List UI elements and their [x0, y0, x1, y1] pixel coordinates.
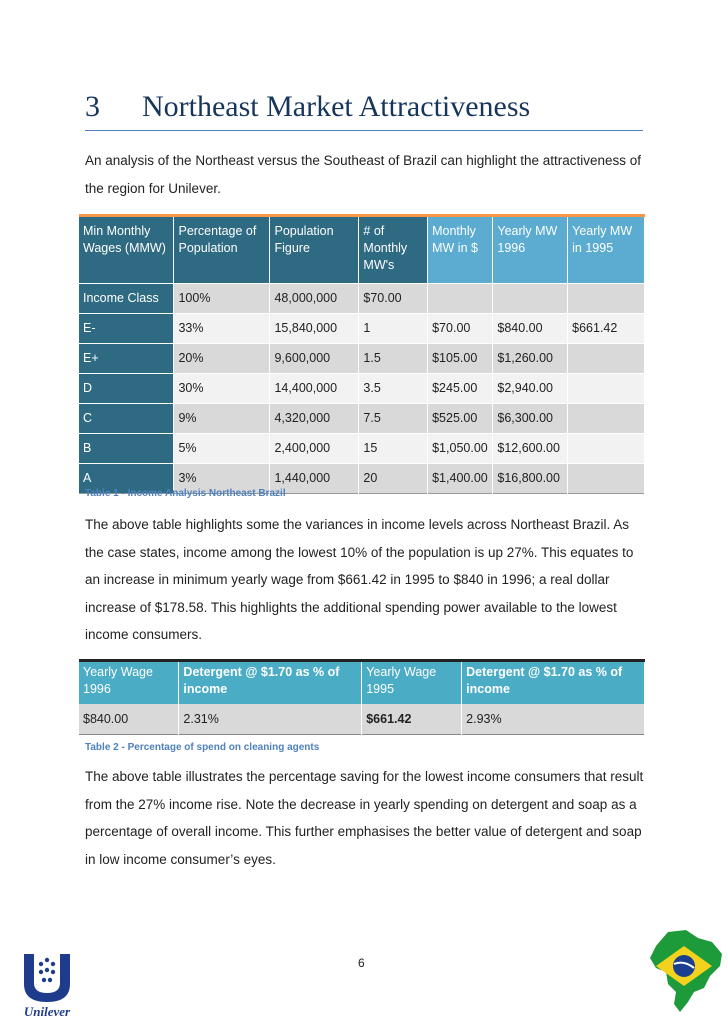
- table-cell: 15: [359, 434, 428, 464]
- table-header-cell: Yearly Wage 1996: [79, 661, 179, 705]
- table-cell: $2,940.00: [493, 374, 568, 404]
- section-title: Northeast Market Attractiveness: [142, 90, 531, 123]
- table-row: [79, 404, 645, 434]
- table-cell: [568, 374, 645, 404]
- table-cell: 20: [359, 464, 428, 494]
- table-row: [79, 704, 645, 735]
- table-cell: $6,300.00: [493, 404, 568, 434]
- table-cell: A: [79, 464, 174, 494]
- table-cell: Income Class: [79, 284, 174, 314]
- table-cell: $16,800.00: [493, 464, 568, 494]
- table-cell: 9,600,000: [270, 344, 359, 374]
- section-number: 3: [85, 90, 100, 123]
- table-row: [79, 314, 645, 344]
- table-header-cell: Detergent @ $1.70 as % of income: [462, 661, 645, 705]
- table-cell: 1.5: [359, 344, 428, 374]
- table-header-cell: # of Monthly MW's: [359, 216, 428, 284]
- table-cell: 20%: [174, 344, 270, 374]
- table-cell: $1,260.00: [493, 344, 568, 374]
- table-cell: 14,400,000: [270, 374, 359, 404]
- intro-paragraph: An analysis of the Northeast versus the Southeast of Brazil can highlight the attractiveness of the region for Unilever.: [85, 153, 642, 196]
- table-header-cell: Yearly Wage 1995: [362, 661, 462, 705]
- logo-wordmark: Unilever: [23, 1004, 71, 1019]
- table-cell: E+: [79, 344, 174, 374]
- table-cell: $840.00: [79, 704, 179, 735]
- table-cell: $661.42: [568, 314, 645, 344]
- brazil-map-flag-icon: [646, 928, 724, 1014]
- table-header-row: [79, 661, 645, 705]
- table-cell: $840.00: [493, 314, 568, 344]
- conclusion-paragraph: The above table illustrates the percentage saving for the lowest income consumers that result from the 27% income rise. Note the decrease in yearly spending on detergent and soap as a percentage of overall income. This further emphasises the better value of detergent and soap in low income consumer’s eyes.: [85, 769, 644, 867]
- table-cell: 33%: [174, 314, 270, 344]
- table-cell: $1,050.00: [428, 434, 493, 464]
- table-cell: $105.00: [428, 344, 493, 374]
- table-cell: [428, 284, 493, 314]
- table-row: [79, 434, 645, 464]
- page-number: 6: [358, 956, 365, 970]
- table-cell: 100%: [174, 284, 270, 314]
- table-cell: C: [79, 404, 174, 434]
- section-heading: [85, 86, 643, 131]
- table-cell: B: [79, 434, 174, 464]
- table-cell: $12,600.00: [493, 434, 568, 464]
- table-cell: 1,440,000: [270, 464, 359, 494]
- table-cell: 2.31%: [179, 704, 362, 735]
- table-cell: $661.42: [362, 704, 462, 735]
- table-header-cell: Percentage of Population: [174, 216, 270, 284]
- table-cell: $245.00: [428, 374, 493, 404]
- table-cell: 3.5: [359, 374, 428, 404]
- table-cell: 1: [359, 314, 428, 344]
- income-analysis-table: [79, 214, 645, 494]
- table-header-cell: Yearly MW in 1995: [568, 216, 645, 284]
- table-header-cell: Yearly MW 1996: [493, 216, 568, 284]
- table-row: [79, 284, 645, 314]
- analysis-paragraph: The above table highlights some the variances in income levels across Northeast Brazil. As the case states, income among the lowest 10% of the population is up 27%. This equates to an increase in minimum yearly wage from $661.42 in 1995 to $840 in 1996; a real dollar increase of $178.58. This highlights the additional spending power available to the lowest income consumers.: [85, 517, 634, 642]
- table-cell: 5%: [174, 434, 270, 464]
- unilever-logo: [14, 950, 80, 1020]
- table-header-cell: Detergent @ $1.70 as % of income: [179, 661, 362, 705]
- table-header-cell: Population Figure: [270, 216, 359, 284]
- table1-caption: Table 1 - Income Analysis Northeast Brazil: [85, 488, 286, 499]
- table-cell: $70.00: [428, 314, 493, 344]
- table-cell: [493, 284, 568, 314]
- table-cell: 3%: [174, 464, 270, 494]
- table-cell: [568, 284, 645, 314]
- table2-caption: Table 2 - Percentage of spend on cleaning agents: [85, 742, 320, 753]
- table-cell: 48,000,000: [270, 284, 359, 314]
- table-cell: [568, 464, 645, 494]
- table-cell: $525.00: [428, 404, 493, 434]
- table-cell: [568, 434, 645, 464]
- table-cell: $1,400.00: [428, 464, 493, 494]
- table-cell: D: [79, 374, 174, 404]
- table-row: [79, 374, 645, 404]
- table-cell: [568, 344, 645, 374]
- table-cell: [568, 404, 645, 434]
- table-cell: 4,320,000: [270, 404, 359, 434]
- table-cell: 30%: [174, 374, 270, 404]
- table-header-cell: Monthly MW in $: [428, 216, 493, 284]
- detergent-spend-table: [79, 659, 645, 735]
- table-cell: 7.5: [359, 404, 428, 434]
- table-cell: 9%: [174, 404, 270, 434]
- table-cell: E-: [79, 314, 174, 344]
- table-cell: 15,840,000: [270, 314, 359, 344]
- table-header-cell: Min Monthly Wages (MMW): [79, 216, 174, 284]
- table-cell: 2,400,000: [270, 434, 359, 464]
- table-cell: 2.93%: [462, 704, 645, 735]
- table-row: [79, 344, 645, 374]
- table-cell: $70.00: [359, 284, 428, 314]
- table-header-row: [79, 216, 645, 284]
